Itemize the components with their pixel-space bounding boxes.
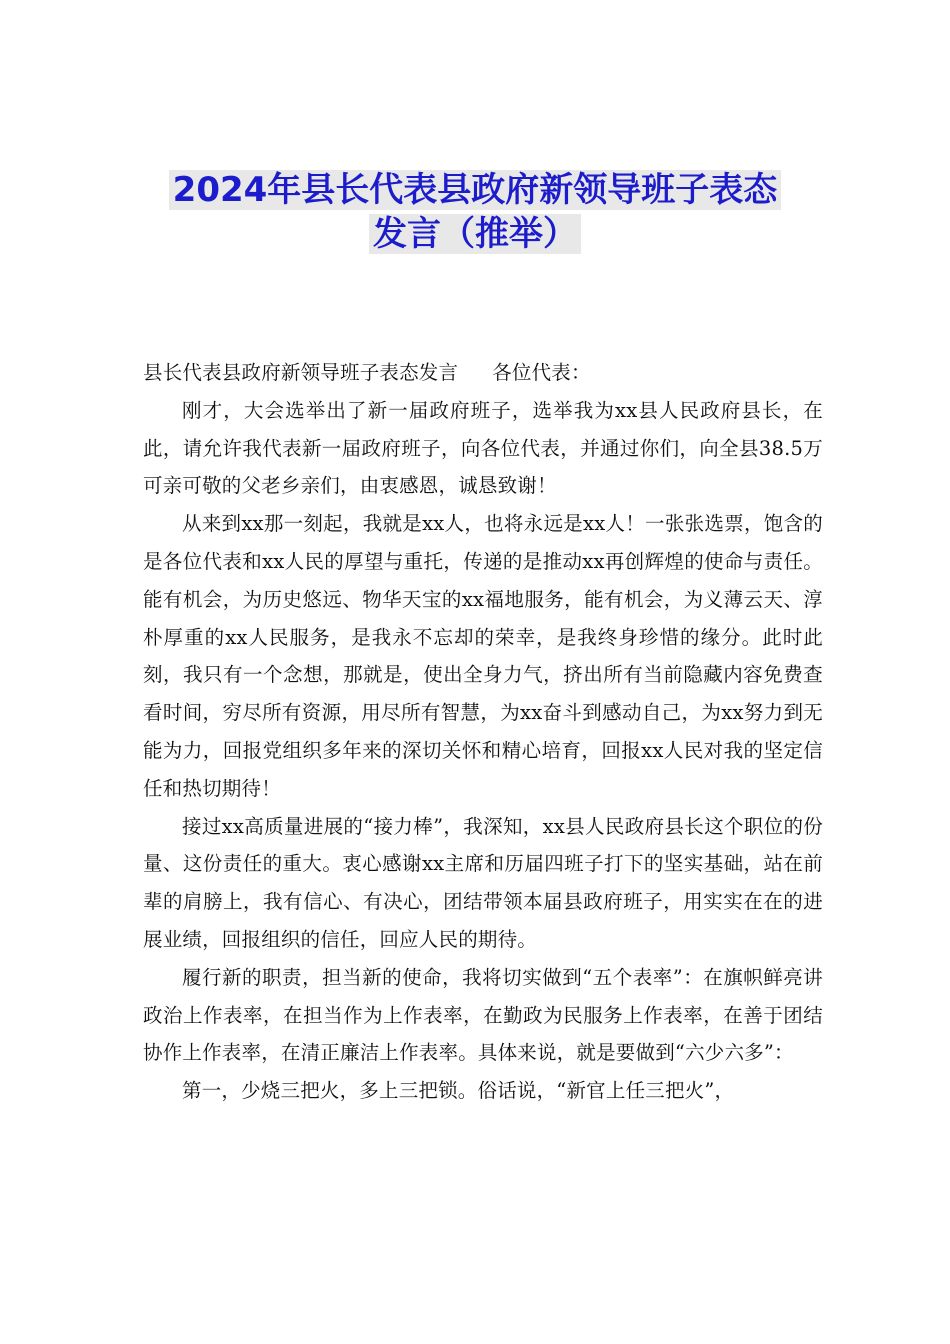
- paragraph-3: 接过xx高质量进展的“接力棒”，我深知，xx县人民政府县长这个职位的份量、这份责任的重大。衷心感谢xx主席和历届四班子打下的坚实基础，站在前辈的肩膀上，我有信心、有决心，团结带领本届县政府班子，用实实在在的进展业绩，回报组织的信任，回应人民的期待。: [143, 814, 823, 951]
- opening-line: [143, 354, 823, 392]
- document-title: [140, 168, 810, 256]
- title-line-2: 发言（推举）: [369, 214, 581, 254]
- title-line-1: 2024年县长代表县政府新领导班子表态: [169, 170, 782, 210]
- paragraph-2: 从来到xx那一刻起，我就是xx人，也将永远是xx人！一张张选票，饱含的是各位代表和xx人民的厚望与重托，传递的是推动xx再创辉煌的使命与责任。能有机会，为历史悠远、物华天宝的xx福地服务，能有机会，为义薄云天、淳朴厚重的xx人民服务，是我永不忘却的荣幸，是我终身珍惜的缘分。此时此刻，我只有一个念想，那就是，使出全身力气，挤出所有当前隐藏内容免费查看时间，穷尽所有资源，用尽所有智慧，为xx奋斗到感动自己，为xx努力到无能为力，回报党组织多年来的深切关怀和精心培育，回报xx人民对我的坚定信任和热切期待！: [143, 512, 823, 800]
- paragraph-5: 第一，少烧三把火，多上三把锁。俗话说，“新官上任三把火”，: [182, 1079, 735, 1103]
- paragraph-1: 刚才，大会选举出了新一届政府班子，选举我为xx县人民政府县长，在此，请允许我代表新一届政府班子，向各位代表，并通过你们，向全县38.5万可亲可敬的父老乡亲们，由衷感恩，诚恳致谢！: [143, 398, 823, 498]
- opening-heading: 县长代表县政府新领导班子表态发言: [143, 361, 459, 384]
- paragraph-4: 履行新的职责，担当新的使命，我将切实做到“五个表率”：在旗帜鲜亮讲政治上作表率，在担当作为上作表率，在勤政为民服务上作表率，在善于团结协作上作表率，在清正廉洁上作表率。具体来说，就是要做到“六少六多”：: [143, 965, 823, 1065]
- document-body: [143, 354, 823, 1110]
- salutation: 各位代表：: [492, 361, 591, 384]
